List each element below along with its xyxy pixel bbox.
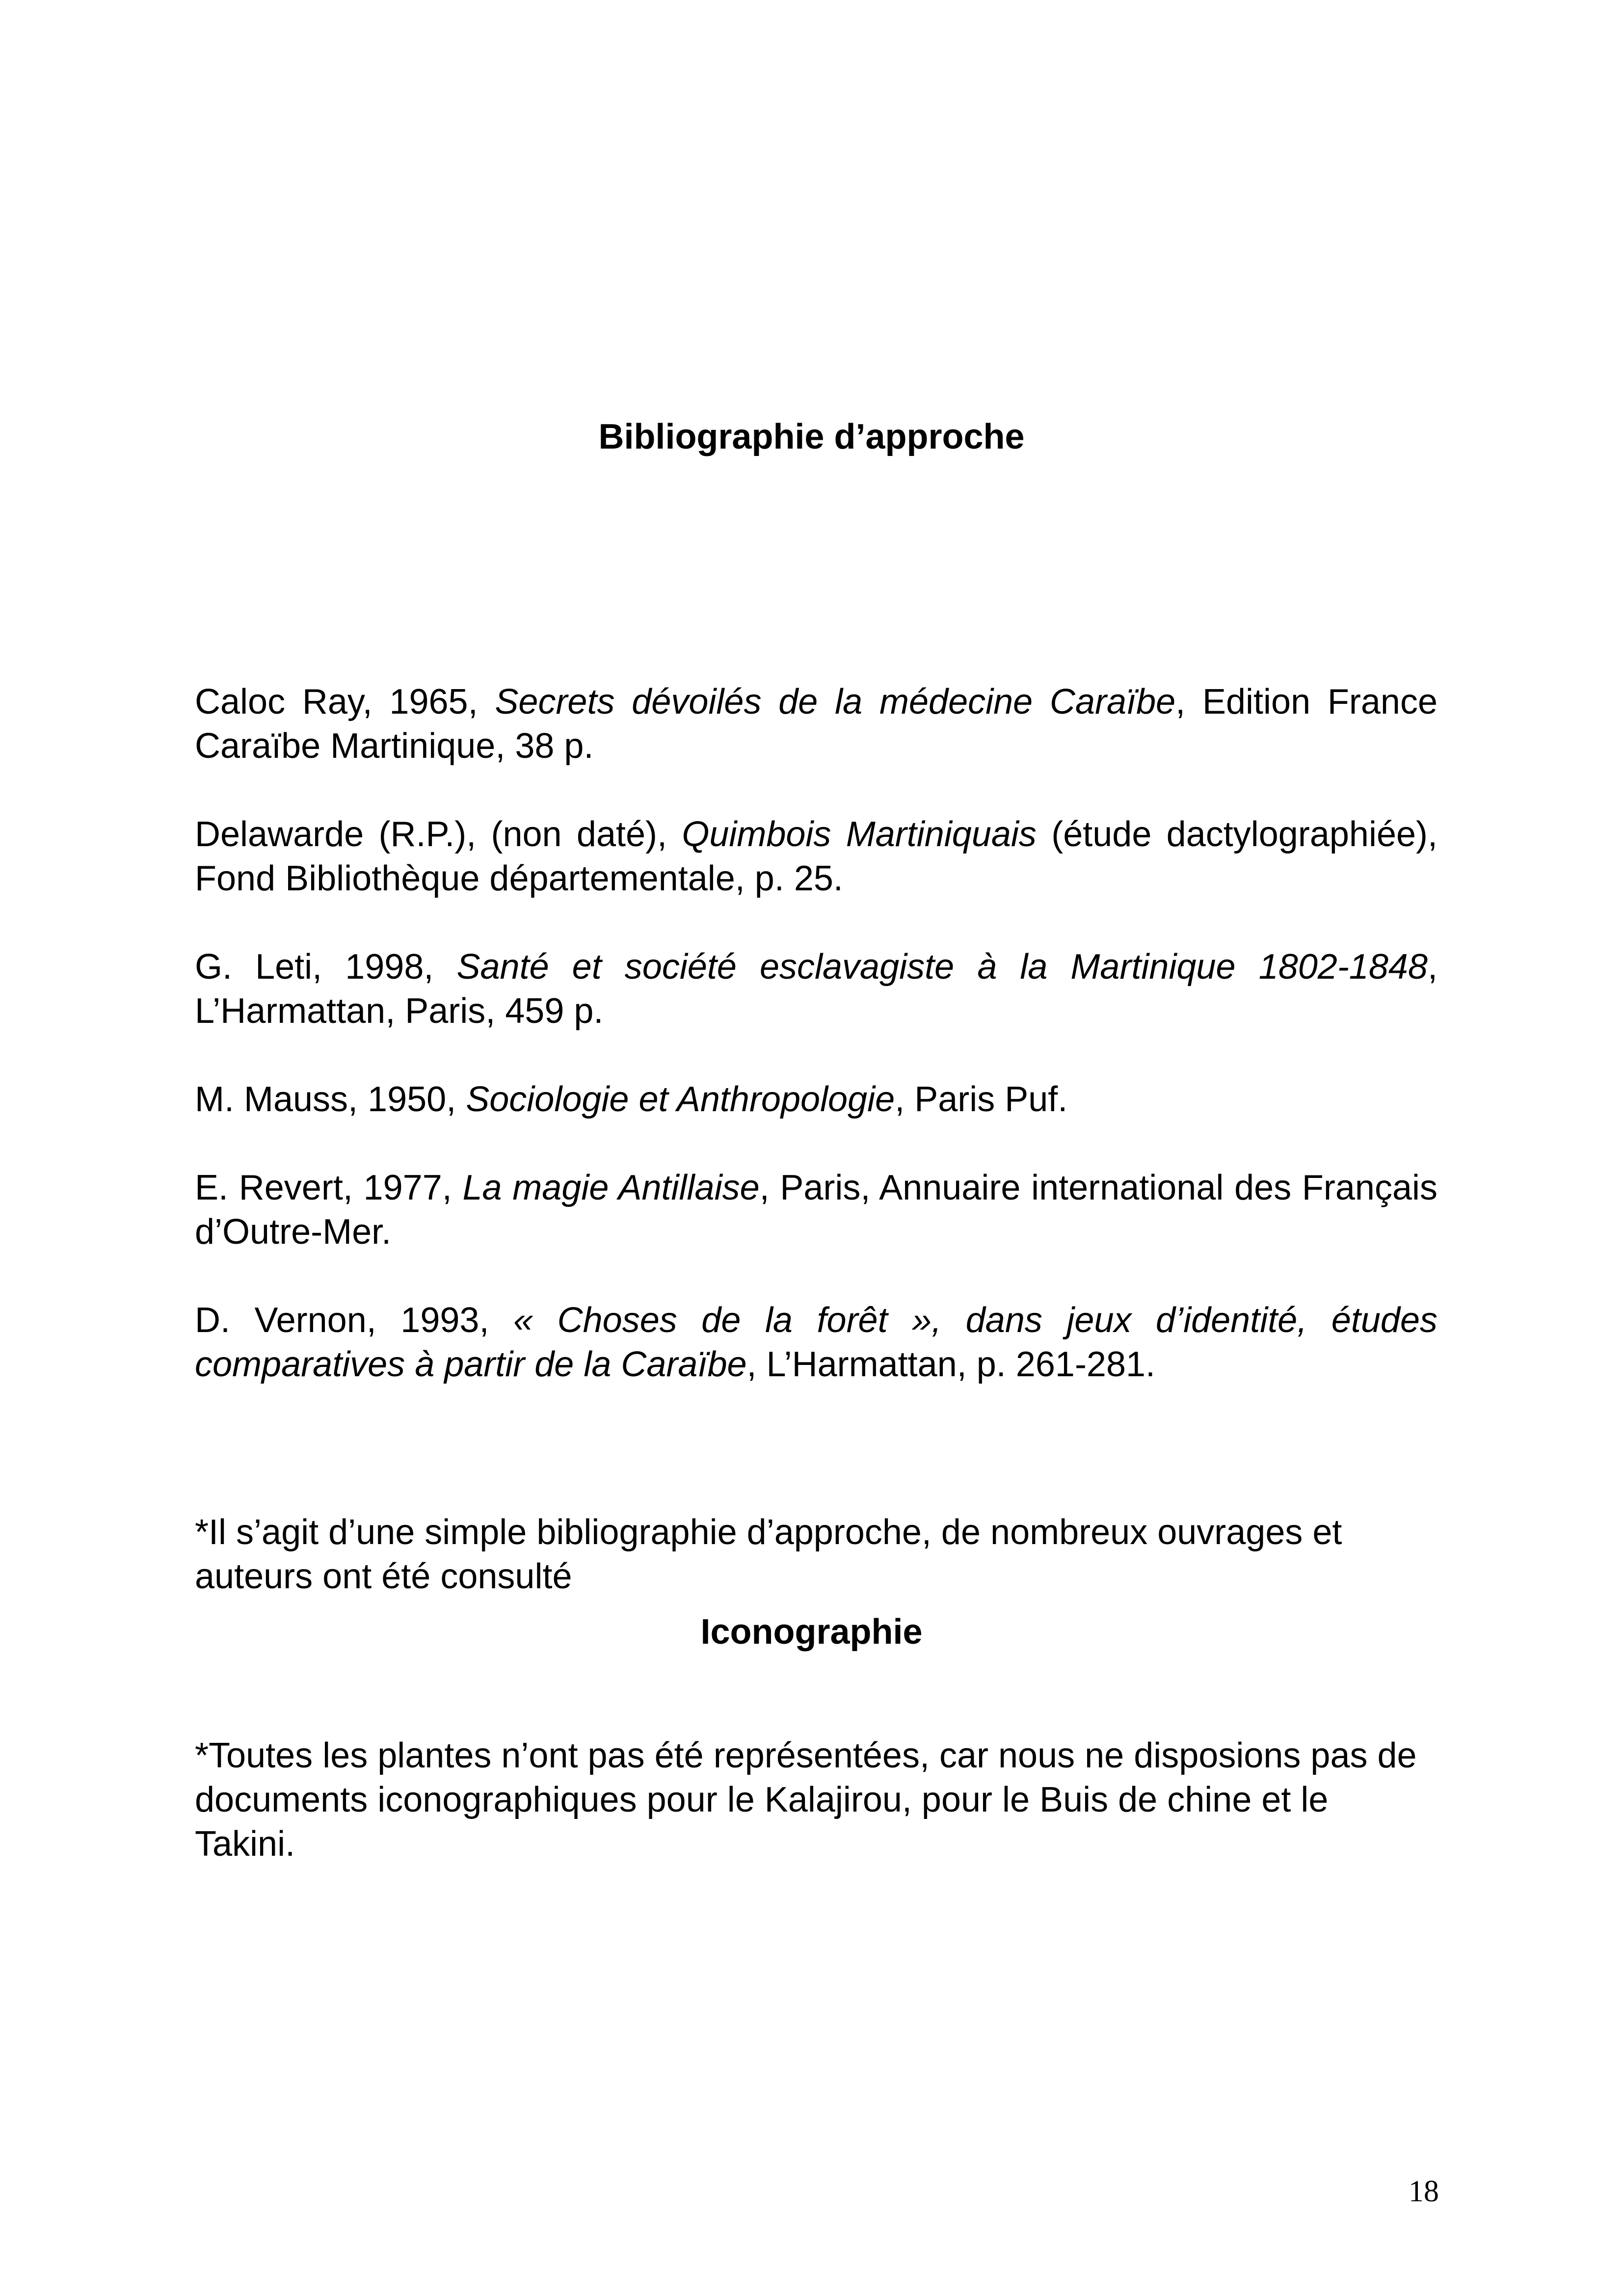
- entry-title: « Choses de la forêt », dans jeux d’identité, études comparatives à partir de la Caraïbe: [195, 1301, 1437, 1384]
- bibliography-heading: Bibliographie d’approche: [598, 417, 1025, 456]
- entry-author: M. Mauss, 1950,: [195, 1080, 466, 1119]
- entry-details: (étude dactylographiée), Fond Bibliothèque départementale, p. 25.: [195, 815, 1438, 898]
- entry-title: Quimbois Martiniquais: [682, 815, 1037, 854]
- bibliography-entry: [195, 680, 1437, 768]
- bibliography-entry: [195, 1077, 1437, 1121]
- bibliography-entry: [195, 812, 1437, 901]
- entry-author: Delawarde (R.P.), (non daté),: [195, 815, 682, 854]
- page-number: 18: [1409, 2175, 1439, 2208]
- entry-author: G. Leti, 1998,: [195, 947, 457, 987]
- entry-author: Caloc Ray, 1965,: [195, 682, 495, 721]
- iconography-note: *Toutes les plantes n’ont pas été représentées, car nous ne disposions pas de documents iconographiques pour le Kalajirou, pour le Buis de chine et le Takini.: [195, 1736, 1417, 1864]
- entry-author: D. Vernon, 1993,: [195, 1301, 514, 1340]
- entry-details: , Edition France Caraïbe Martinique, 38 p.: [195, 682, 1438, 766]
- entry-title: Santé et société esclavagiste à la Martinique 1802-1848: [456, 947, 1428, 987]
- entry-title: Sociologie et Anthropologie: [466, 1080, 895, 1119]
- entry-author: E. Revert, 1977,: [195, 1168, 463, 1207]
- bibliography-entry: [195, 945, 1437, 1033]
- entry-title: La magie Antillaise: [462, 1168, 760, 1207]
- entry-title: Secrets dévoilés de la médecine Caraïbe: [495, 682, 1176, 721]
- bibliography-entry: [195, 1298, 1437, 1387]
- entry-details: , L’Harmattan, p. 261-281.: [746, 1345, 1156, 1384]
- bibliography-entry: [195, 1166, 1437, 1254]
- entry-details: , Paris Puf.: [895, 1080, 1068, 1119]
- iconography-heading: Iconographie: [700, 1612, 923, 1652]
- entry-details: , L’Harmattan, Paris, 459 p.: [195, 947, 1437, 1031]
- entry-details: , Paris, Annuaire international des Français d’Outre-Mer.: [195, 1168, 1438, 1252]
- bibliography-note: *Il s’agit d’une simple bibliographie d’approche, de nombreux ouvrages et auteurs ont été consulté: [195, 1513, 1342, 1596]
